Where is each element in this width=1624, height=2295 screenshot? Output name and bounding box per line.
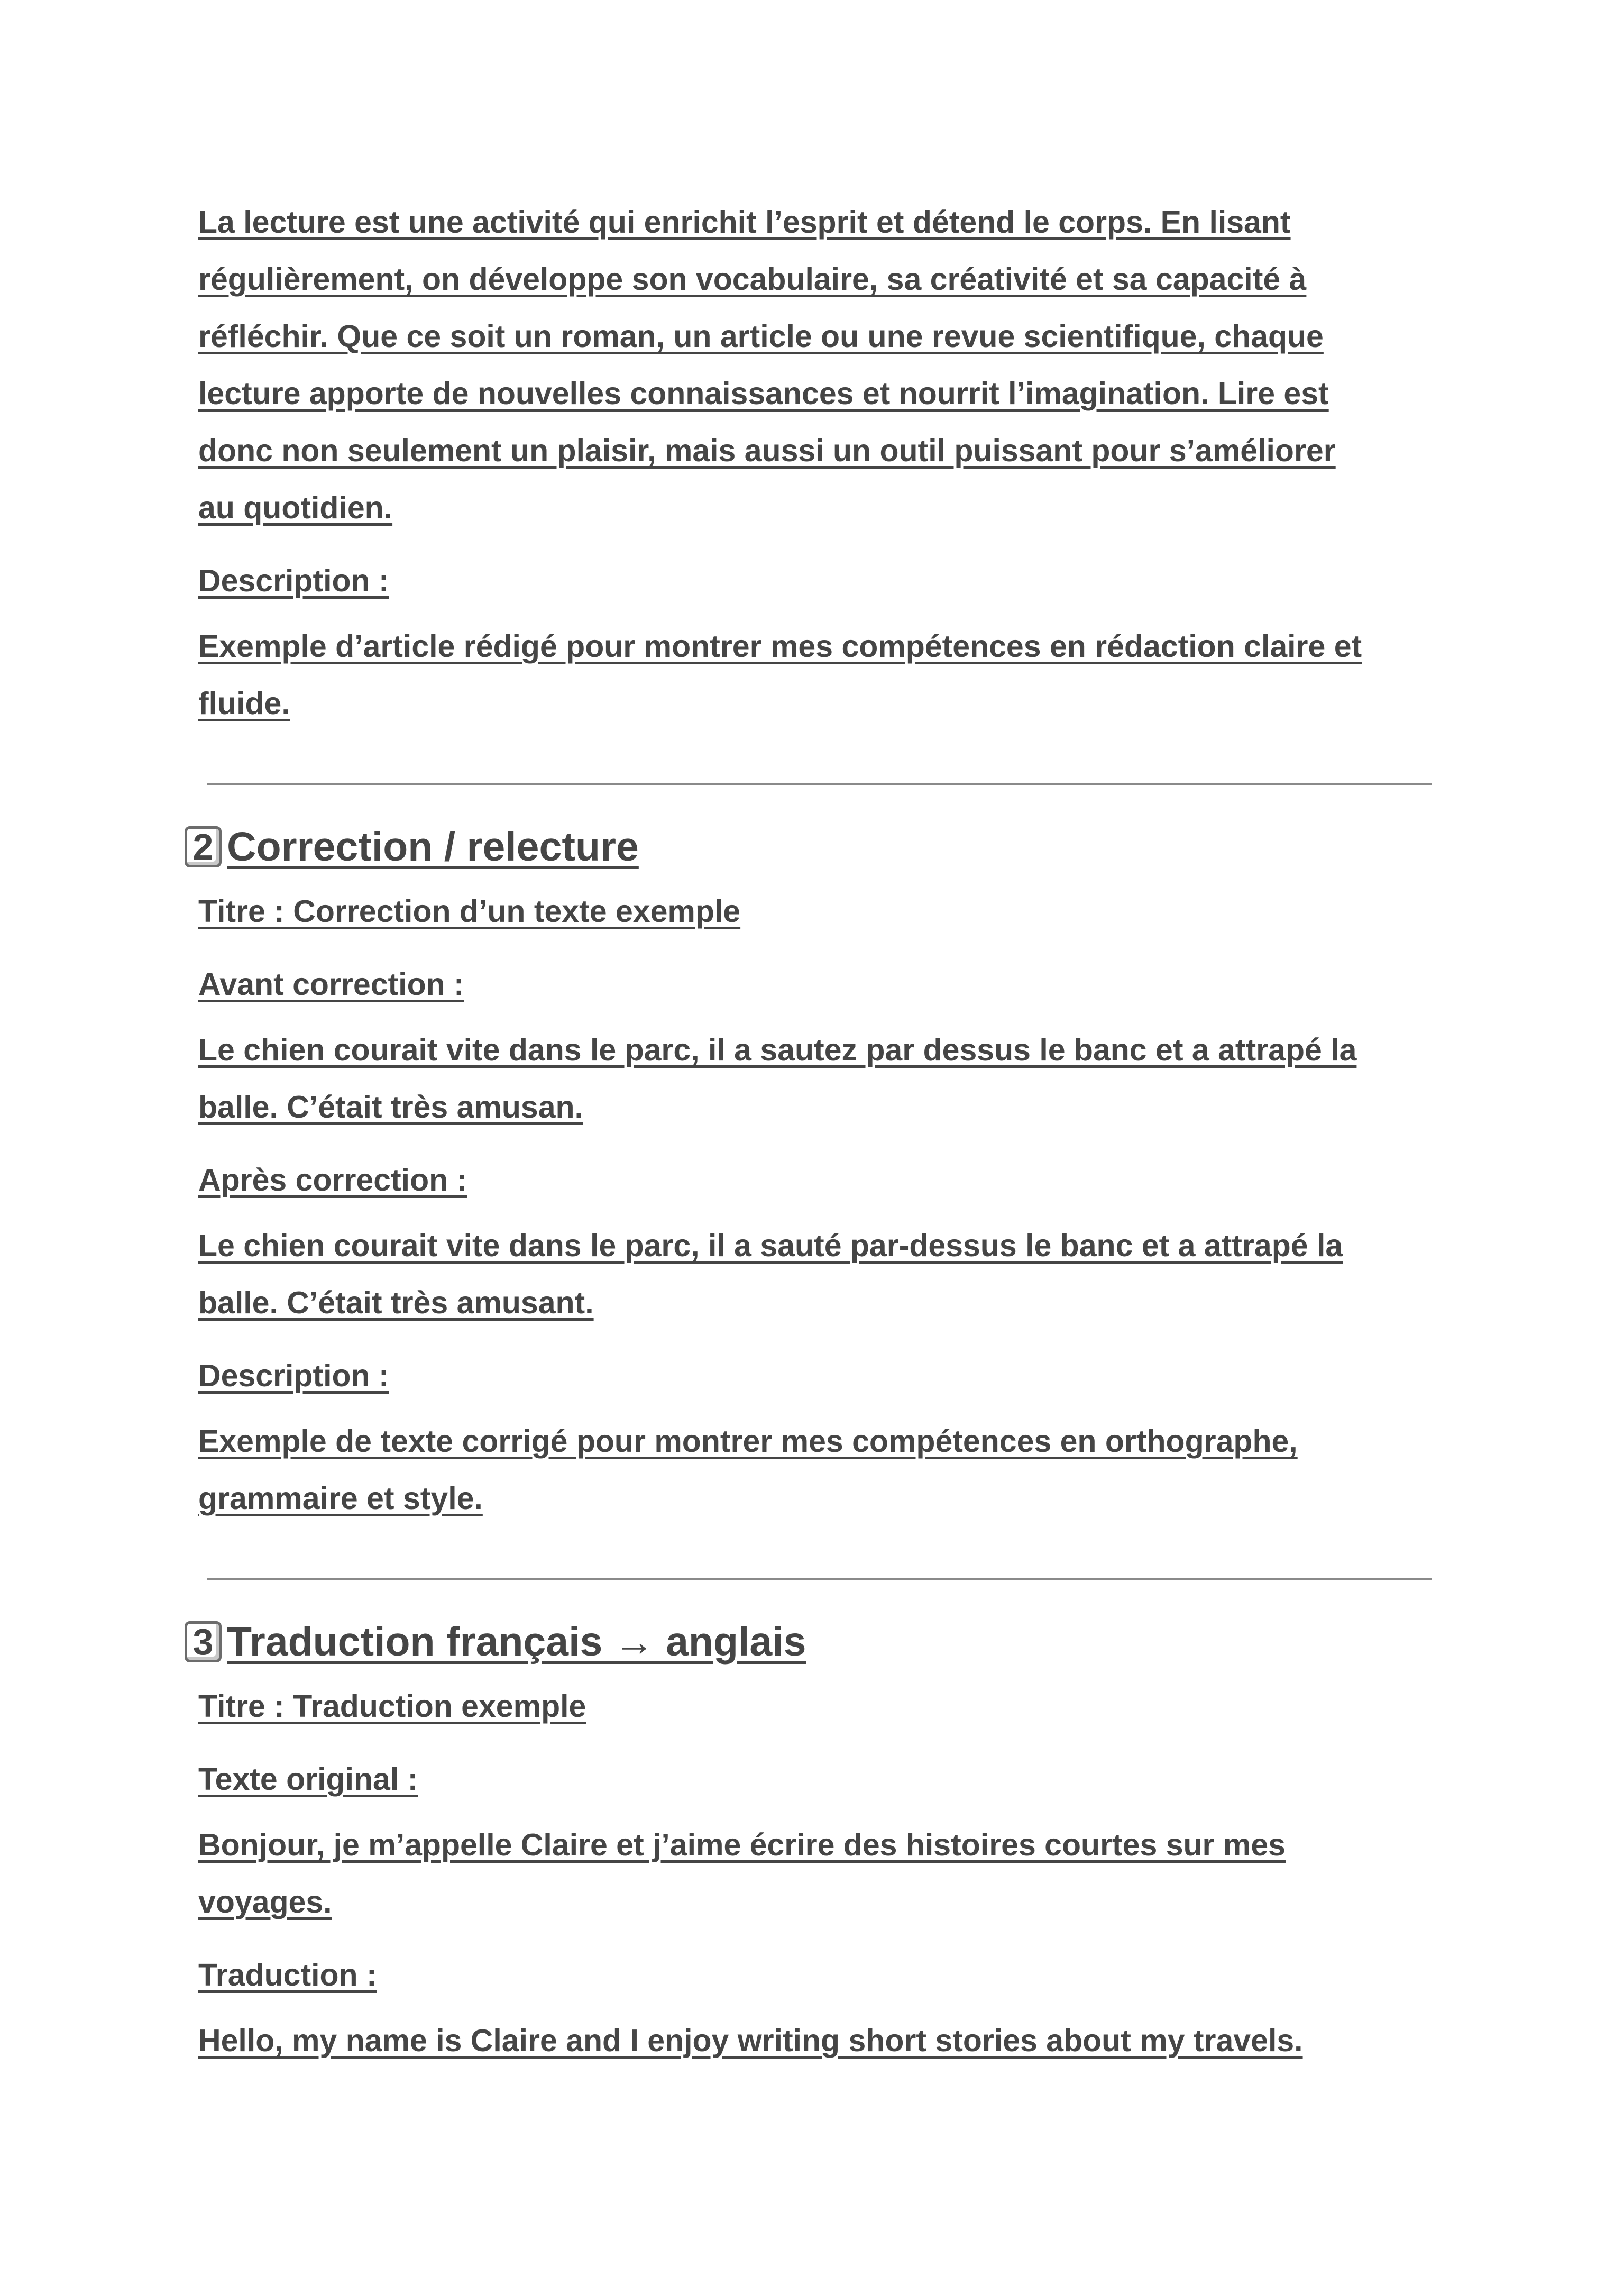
paragraph-line: La lecture est une activité qui enrichit l’esprit et détend le corps. En lisant [198, 205, 1291, 240]
paragraph-line: au quotidien. [198, 490, 393, 525]
paragraph-line: donc non seulement un plaisir, mais aussi un outil puissant pour s’améliorer [198, 433, 1336, 468]
paragraph-line: lecture apporte de nouvelles connaissances et nourrit l’imagination. Lire est [198, 376, 1329, 411]
number-2-icon: 2 [185, 826, 222, 867]
paragraph-line: Bonjour, je m’appelle Claire et j’aime écrire des histoires courtes sur mes [198, 1827, 1286, 1862]
intro-paragraph [198, 194, 1436, 536]
paragraph-line: Exemple d’article rédigé pour montrer mes compétences en rédaction claire et [198, 629, 1362, 664]
section3-title: Titre : Traduction exemple [198, 1689, 586, 1724]
section2-description-label: Description : [198, 1358, 389, 1393]
section-heading-text: Traduction français → anglais [227, 1619, 806, 1665]
paragraph-line: Hello, my name is Claire and I enjoy writing short stories about my travels. [198, 2023, 1303, 2058]
paragraph-line: balle. C’était très amusan. [198, 1090, 583, 1124]
paragraph-line: voyages. [198, 1885, 332, 1919]
original-text-label: Texte original : [198, 1762, 418, 1797]
paragraph-line: Le chien courait vite dans le parc, il a sautez par dessus le banc et a attrapé la [198, 1032, 1357, 1067]
before-correction-text [198, 1021, 1436, 1136]
translation-label: Traduction : [198, 1958, 377, 1992]
intro-description [198, 618, 1436, 732]
document-page [192, 194, 1436, 2069]
section-heading-correction [192, 819, 1436, 874]
paragraph-line: Le chien courait vite dans le parc, il a sauté par-dessus le banc et a attrapé la [198, 1228, 1343, 1263]
paragraph-line: régulièrement, on développe son vocabulaire, sa créativité et sa capacité à [198, 262, 1307, 297]
paragraph-line: balle. C’était très amusant. [198, 1285, 594, 1320]
intro-description-label: Description : [198, 563, 389, 598]
translation-text [198, 2012, 1436, 2069]
paragraph-line: réfléchir. Que ce soit un roman, un article ou une revue scientifique, chaque [198, 319, 1324, 354]
after-correction-text [198, 1217, 1436, 1331]
section2-title: Titre : Correction d’un texte exemple [198, 894, 741, 929]
number-3-icon: 3 [185, 1621, 222, 1662]
paragraph-line: grammaire et style. [198, 1481, 483, 1516]
after-correction-label: Après correction : [198, 1163, 467, 1197]
paragraph-line: fluide. [198, 686, 290, 721]
section-heading-translation [192, 1614, 1436, 1669]
original-text [198, 1816, 1436, 1931]
section-heading-text: Correction / relecture [227, 824, 639, 870]
section2-description [198, 1413, 1436, 1527]
before-correction-label: Avant correction : [198, 967, 464, 1002]
paragraph-line: Exemple de texte corrigé pour montrer mes compétences en orthographe, [198, 1424, 1298, 1459]
